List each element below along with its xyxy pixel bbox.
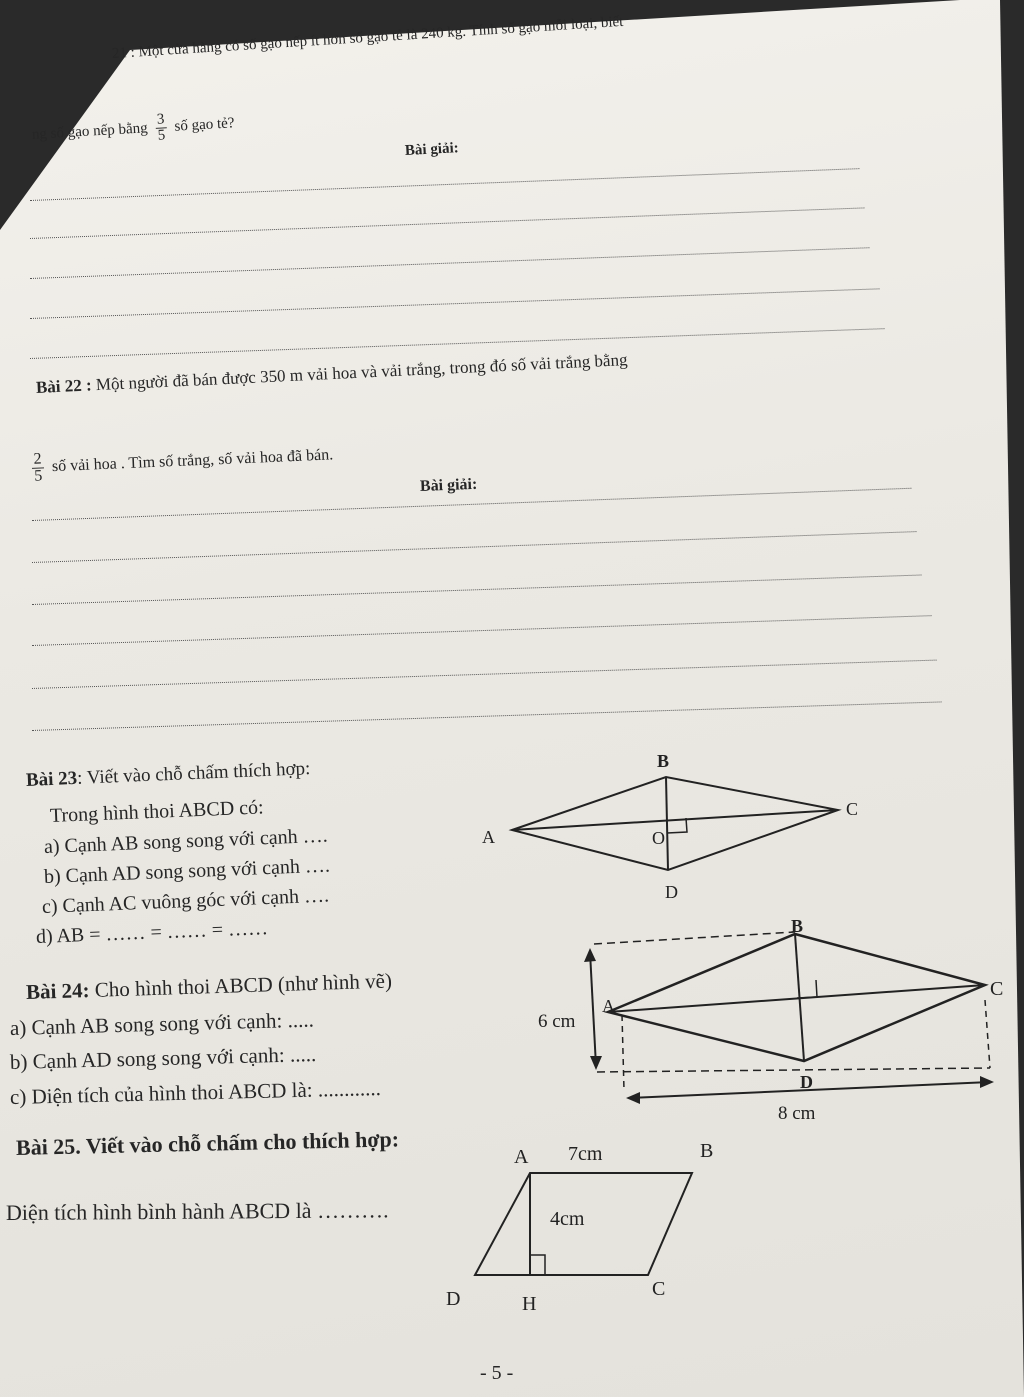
bai22-line2-text: số vải hoa . Tìm số trắng, số vải hoa đã bán. [51,446,334,476]
bai24-bottom-dashed-line [597,1068,990,1072]
bai24-rhombus-figure [584,932,994,1104]
bai23-label-b: B [657,751,670,771]
bai21-frac-den: 5 [157,127,166,144]
bai23-title-rest: : Viết vào chỗ chấm thích hợp: [76,758,311,789]
bai23-intro: Trong hình thoi ABCD có: [49,796,264,827]
bai23-label-c: C [846,799,859,819]
bai23-title: Bài 23 [25,767,78,791]
bai23-item-c: c) Cạnh AC vuông góc với cạnh …. [41,884,330,918]
bai22-frac-num: 2 [31,451,44,468]
bai24-height-arrowhead-top [584,948,596,962]
bai24-width-arrowhead-left [626,1092,640,1104]
bai25-title: Bài 25. Viết vào chỗ chấm cho thích hợp: [15,1126,400,1160]
bai24-item-b: b) Cạnh AD song song với cạnh: ..... [9,1041,317,1074]
bai25-label-c: C [652,1278,666,1300]
bai25-height-length: 4cm [550,1208,585,1230]
bai25-text: Diện tích hình bình hành ABCD là ………. [5,1197,389,1225]
bai24-width-label: 8 cm [778,1103,816,1124]
bai25-label-h: H [522,1293,537,1315]
bai25-top-length: 7cm [568,1143,603,1165]
bai24-title: Bài 24: [25,978,90,1004]
bai21-line2-pre: ng số gạo nếp bằng [31,120,149,143]
bai24-label-a: A [602,996,615,1016]
bai24-top-dashed-line [594,932,795,944]
bai24-label-b: B [791,916,804,936]
bai23-diagonal-bd [666,777,668,870]
bai24-height-label: 6 cm [538,1011,576,1032]
bai22-solution-label: Bài giải: [419,475,478,495]
bai23-rhombus-figure [512,777,838,870]
bai25-label-d: D [446,1288,461,1310]
bai24-item-c: c) Diện tích của hình thoi ABCD là: ............ [9,1075,382,1109]
bai25-label-a: A [514,1146,529,1168]
bai22-frac-den: 5 [33,467,43,485]
bai22-title: Bài 22 : [35,375,93,397]
bai24-right-dashed-line [985,1000,990,1068]
bai23-item-b: b) Cạnh AD song song với cạnh …. [43,854,331,888]
bai24-left-dashed-line [622,1015,624,1090]
bai23-item-d: d) AB = …… = …… = …… [35,917,269,948]
bai23-label-a: A [482,827,495,847]
bai23-label-o: O [652,828,665,848]
bai25-right-angle-mark [530,1255,545,1275]
bai24-title-rest: Cho hình thoi ABCD (như hình vẽ) [94,968,393,1002]
bai23-label-d: D [665,882,678,902]
bai21-frac-num: 3 [154,112,166,129]
bai24-item-a: a) Cạnh AB song song với cạnh: ..... [9,1007,315,1040]
bai21-solution-label: Bài giải: [404,140,460,159]
bai21-line2-post: số gạo tẻ? [174,115,235,135]
page-number: - 5 - [480,1362,514,1384]
bai21-line1: 21 : Một cửa hàng có số gạo nếp ít hơn số gạo tẻ là 240 kg. Tính số gạo mỗi loại, biết [111,13,624,62]
bai24-height-arrow [590,952,596,1066]
bai24-height-arrowhead-bottom [590,1056,602,1070]
bai24-label-c: C [990,978,1004,1000]
bai24-width-arrowhead-right [980,1076,994,1088]
bai25-label-b: B [700,1140,714,1162]
bai23-item-a: a) Cạnh AB song song với cạnh …. [43,824,329,858]
bai23-rhombus [512,777,838,870]
bai22-text: Một người đã bán được 350 m vải hoa và vải trắng, trong đó số vải trắng bằng [95,350,628,395]
bai24-label-d: D [800,1072,813,1092]
